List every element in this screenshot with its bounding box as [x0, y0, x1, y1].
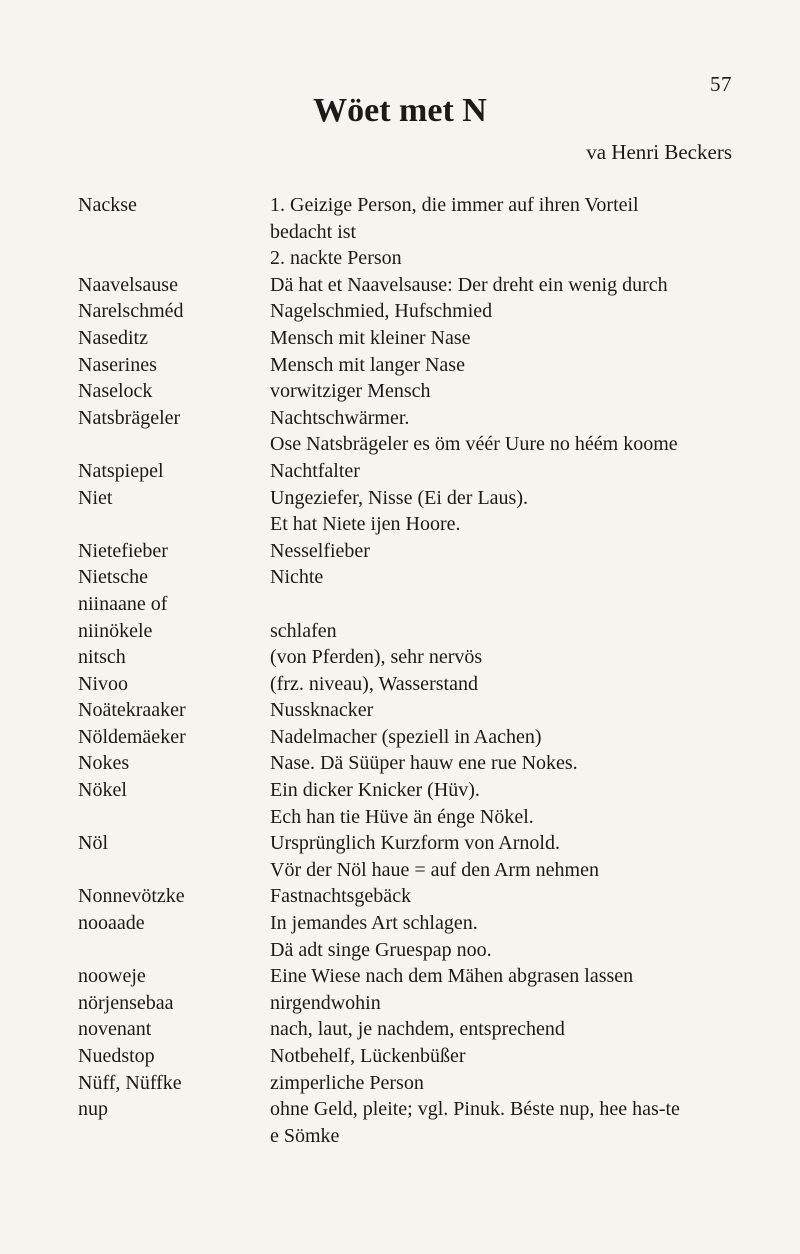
show-through-text — [600, 168, 605, 191]
entry-term: Nivoo — [78, 672, 128, 695]
glossary-entry — [78, 272, 738, 299]
definition-line: Et hat Niete ijen Hoore. — [270, 513, 461, 536]
definition-line: Nachtfalter — [270, 459, 360, 482]
entry-definition — [270, 724, 738, 751]
definition-line: Fastnachtsgebäck — [270, 885, 412, 908]
entry-definition — [270, 830, 738, 883]
entry-definition — [270, 777, 738, 830]
entry-definition — [270, 325, 738, 352]
entry-definition — [270, 1043, 738, 1070]
glossary-entry — [78, 325, 738, 352]
glossary-list — [78, 192, 738, 1149]
definition-line: In jemandes Art schlagen. — [270, 912, 478, 935]
glossary-entry — [78, 538, 738, 565]
entry-term: nitsch — [78, 646, 126, 669]
entry-term: Nöldemäeker — [78, 725, 186, 748]
entry-definition — [270, 910, 738, 963]
entry-definition — [270, 990, 738, 1017]
entry-definition — [270, 697, 738, 724]
entry-definition — [270, 644, 738, 671]
glossary-entry — [78, 564, 738, 591]
entry-term: niinaane of — [78, 592, 168, 615]
glossary-entry — [78, 458, 738, 485]
page-number: 57 — [710, 72, 732, 96]
entry-definition — [270, 192, 738, 272]
definition-line: Nase. Dä Süüper hauw ene rue Nokes. — [270, 752, 578, 775]
entry-definition — [270, 564, 738, 591]
entry-term: Nökel — [78, 779, 127, 802]
entry-definition — [270, 618, 738, 645]
glossary-entry — [78, 644, 738, 671]
author-line: va Henri Beckers — [586, 140, 732, 164]
entry-definition — [270, 485, 738, 538]
entry-term: Nietsche — [78, 566, 148, 589]
definition-line: nach, laut, je nachdem, entsprechend — [270, 1018, 565, 1041]
entry-term: nörjensebaa — [78, 991, 174, 1014]
definition-line: Ursprünglich Kurzform von Arnold. — [270, 832, 560, 855]
entry-definition — [270, 352, 738, 379]
entry-definition — [270, 458, 738, 485]
entry-term: Naserines — [78, 353, 157, 376]
glossary-entry — [78, 298, 738, 325]
glossary-entry — [78, 724, 738, 751]
definition-line: (frz. niveau), Wasserstand — [270, 672, 478, 695]
glossary-entry — [78, 697, 738, 724]
entry-term: novenant — [78, 1018, 152, 1041]
definition-line: Nadelmacher (speziell in Aachen) — [270, 725, 542, 748]
definition-line: nirgendwohin — [270, 991, 381, 1014]
definition-line: 2. nackte Person — [270, 247, 402, 270]
glossary-entry — [78, 990, 738, 1017]
entry-definition — [270, 405, 738, 458]
entry-definition — [270, 591, 738, 618]
glossary-entry — [78, 405, 738, 458]
definition-line: vorwitziger Mensch — [270, 380, 431, 403]
entry-definition — [270, 883, 738, 910]
entry-term: Nackse — [78, 194, 137, 216]
glossary-entry — [78, 618, 738, 645]
entry-definition — [270, 272, 738, 299]
definition-line: zimperliche Person — [270, 1071, 424, 1094]
glossary-entry — [78, 485, 738, 538]
entry-term: Natsbrägeler — [78, 406, 181, 429]
glossary-entry — [78, 777, 738, 830]
entry-term: Naseditz — [78, 326, 148, 349]
glossary-entry — [78, 1043, 738, 1070]
definition-line: Notbehelf, Lückenbüßer — [270, 1045, 466, 1067]
entry-definition — [270, 378, 738, 405]
definition-line: 1. Geizige Person, die immer auf ihren Vorteil — [270, 194, 639, 216]
definition-line: Mensch mit kleiner Nase — [270, 326, 471, 349]
definition-line: ohne Geld, pleite; vgl. Pinuk. Béste nup, hee has-te — [270, 1098, 680, 1121]
glossary-entry — [78, 1016, 738, 1043]
glossary-entry — [78, 378, 738, 405]
definition-line: e Sömke — [270, 1124, 340, 1147]
glossary-entry — [78, 1096, 738, 1149]
glossary-entry — [78, 1070, 738, 1097]
entry-term: Nokes — [78, 752, 130, 775]
entry-definition — [270, 671, 738, 698]
glossary-entry — [78, 963, 738, 990]
definition-line: Eine Wiese nach dem Mähen abgrasen lassen — [270, 965, 634, 988]
definition-line: Vör der Nöl haue = auf den Arm nehmen — [270, 858, 599, 881]
entry-term: nup — [78, 1098, 108, 1121]
entry-term: niinökele — [78, 619, 153, 642]
definition-line: Dä adt singe Gruespap noo. — [270, 938, 492, 961]
glossary-entry — [78, 192, 738, 272]
glossary-entry — [78, 830, 738, 883]
entry-term: Nonnevötzke — [78, 885, 185, 908]
entry-term: Naselock — [78, 380, 153, 403]
entry-definition — [270, 1016, 738, 1043]
entry-term: nooweje — [78, 965, 146, 988]
definition-line: Nagelschmied, Hufschmied — [270, 300, 493, 323]
entry-term: Noätekraaker — [78, 699, 186, 722]
glossary-entry — [78, 352, 738, 379]
entry-term: Niet — [78, 486, 113, 509]
definition-line: Mensch mit langer Nase — [270, 353, 465, 376]
entry-term: Nöl — [78, 832, 108, 855]
glossary-entry — [78, 883, 738, 910]
definition-line — [270, 591, 738, 618]
definition-line: schlafen — [270, 619, 337, 642]
definition-line: Nachtschwärmer. — [270, 406, 410, 429]
entry-term: Nietefieber — [78, 539, 168, 562]
entry-term: Narelschméd — [78, 300, 184, 323]
definition-line: Ose Natsbrägeler es öm véér Uure no héém koome — [270, 433, 678, 456]
entry-definition — [270, 1070, 738, 1097]
definition-line: Ech han tie Hüve än énge Nökel. — [270, 805, 534, 828]
entry-term: nooaade — [78, 912, 145, 935]
entry-definition — [270, 538, 738, 565]
definition-line: Ungeziefer, Nisse (Ei der Laus). — [270, 486, 528, 509]
definition-line: Nichte — [270, 566, 324, 589]
definition-line: Dä hat et Naavelsause: Der dreht ein wenig durch — [270, 273, 668, 296]
glossary-entry — [78, 750, 738, 777]
entry-definition — [270, 1096, 738, 1149]
glossary-entry — [78, 910, 738, 963]
entry-definition — [270, 298, 738, 325]
definition-line: Nesselfieber — [270, 539, 370, 562]
entry-definition — [270, 750, 738, 777]
definition-line: Nussknacker — [270, 699, 374, 722]
page-title: Wöet met N — [313, 92, 487, 129]
definition-line: bedacht ist — [270, 220, 357, 243]
entry-term: Nuedstop — [78, 1045, 155, 1067]
definition-line: (von Pferden), sehr nervös — [270, 646, 483, 669]
entry-term: Natspiepel — [78, 459, 164, 482]
glossary-entry — [78, 591, 738, 618]
definition-line: Ein dicker Knicker (Hüv). — [270, 779, 480, 802]
entry-term: Nüff, Nüffke — [78, 1071, 182, 1094]
entry-definition — [270, 963, 738, 990]
entry-term: Naavelsause — [78, 273, 178, 296]
glossary-entry — [78, 671, 738, 698]
